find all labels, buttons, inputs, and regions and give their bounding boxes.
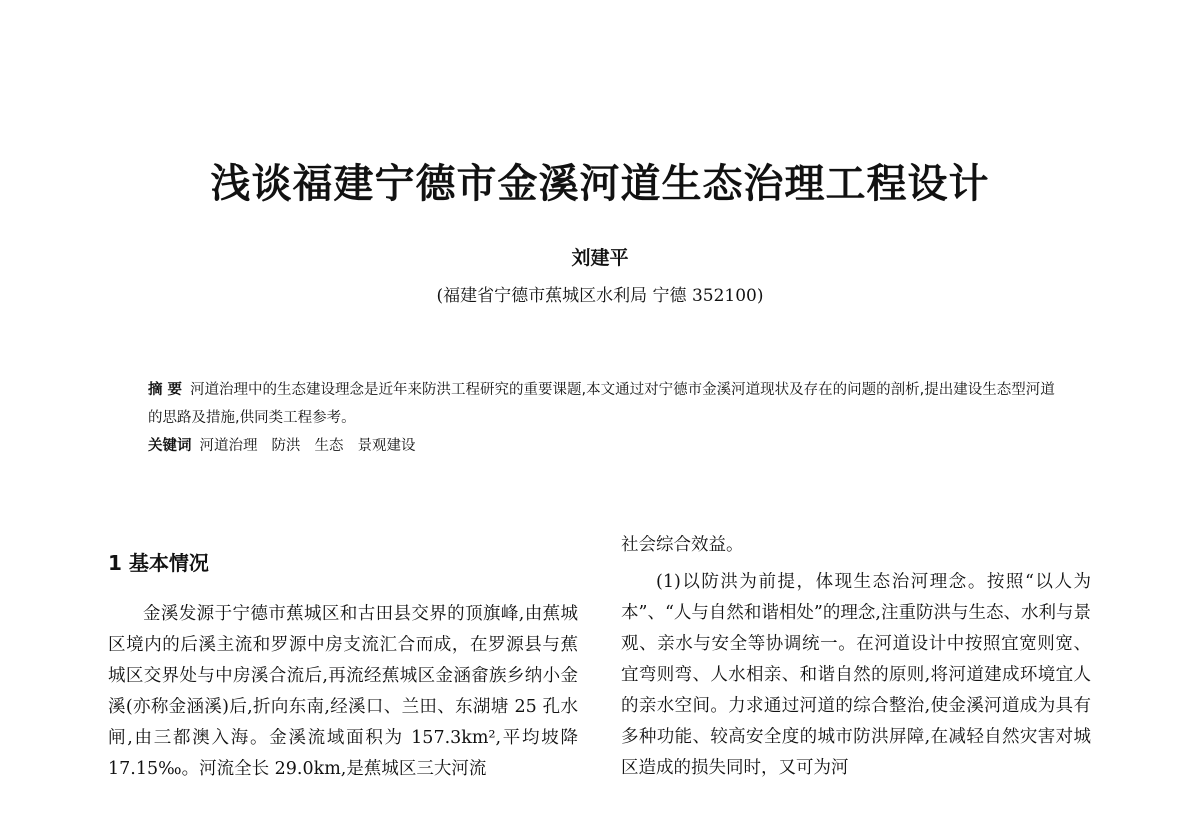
keywords-label: 关键词 [148, 438, 192, 454]
keyword-item: 生态 [314, 438, 344, 454]
left-column [108, 548, 578, 785]
abstract-block [148, 376, 1060, 460]
author-name: 刘建平 [571, 247, 629, 269]
keyword-item: 景观建设 [357, 438, 416, 454]
abstract-text: 河道治理中的生态建设理念是近年来防洪工程研究的重要课题,本文通过对宁德市金溪河道现状及存在的问题的剖析,提出建设生态型河道的思路及措施,供同类工程参考。 [148, 382, 1055, 426]
body-paragraph: (1)以防洪为前提，体现生态治河理念。按照“以人为本”、“人与自然和谐相处”的理念,注重防洪与生态、水利与景观、亲水与安全等协调统一。在河道设计中按照宜宽则宽、宜弯则弯、人水相亲、和谐自然的原则,将河道建成环境宜人的亲水空间。力求通过河道的综合整治,使金溪河道成为具有多种功能、较高安全度的城市防洪屏障,在减轻自然灾害对城区造成的损失同时，又可为河 [621, 572, 1091, 778]
keyword-item: 防洪 [271, 438, 301, 454]
paper-title: 浅谈福建宁德市金溪河道生态治理工程设计 [210, 160, 990, 207]
right-column [621, 530, 1091, 784]
abstract-paragraph [148, 376, 1060, 432]
keywords-paragraph [148, 432, 1060, 460]
abstract-label: 摘 要 [148, 382, 183, 398]
body-paragraph: 金溪发源于宁德市蕉城区和古田县交界的顶旗峰,由蕉城区境内的后溪主流和罗源中房支流汇合而成，在罗源县与蕉城区交界处与中房溪合流后,再流经蕉城区金涵畲族乡纳小金溪(亦称金涵溪)后,折向东南,经溪口、兰田、东湖塘 25 孔水闸,由三都澳入海。金溪流域面积为 157.3km²,平均坡降 17.15‰。河流全长 29.0km,是蕉城区三大河流 [108, 604, 578, 779]
section-heading: 1 基本情况 [108, 551, 209, 575]
keyword-item: 河道治理 [199, 438, 258, 454]
author-affiliation: (福建省宁德市蕉城区水利局 宁德 352100) [436, 286, 764, 306]
continuation-text: 社会综合效益。 [621, 535, 744, 555]
